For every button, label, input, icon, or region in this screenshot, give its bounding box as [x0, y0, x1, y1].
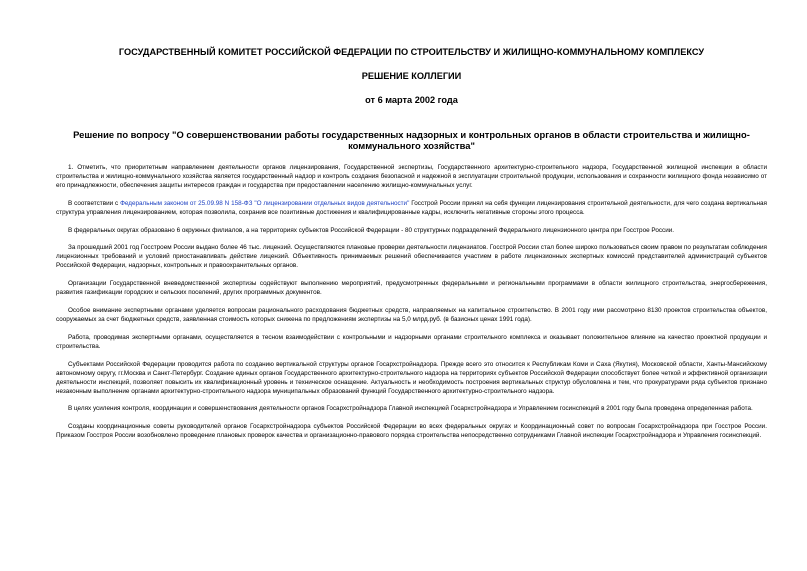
licensing-law-link[interactable]: "О лицензировании отдельных видов деятельности" [252, 199, 410, 207]
paragraph-10: Созданы координационные советы руководителей органов Госархстройнадзора субъектов Российской Федерации во всех федеральных округах и Координационный совет по вопросам Госархстройнадзора при Госстрое России. Приказом Госстроя России возобновлено проведение плановых проверок качества и организационно-правового порядка строительства непосредственно сотрудниками Главной инспекции Госархстройнадзора и Управления госинспекций. [56, 423, 767, 440]
paragraph-7: Работа, проводимая экспертными органами, осуществляется в тесном взаимодействии с контрольными и надзорными органами строительного комплекса и оказывает положительное влияние на качество проектной продукции и строительства. [56, 333, 767, 350]
document-body [56, 163, 767, 440]
organization-header: ГОСУДАРСТВЕННЫЙ КОМИТЕТ РОССИЙСКОЙ ФЕДЕРАЦИИ ПО СТРОИТЕЛЬСТВУ И ЖИЛИЩНО-КОММУНАЛЬНОМУ КОМПЛЕКСУ [118, 47, 705, 57]
paragraph-2-prefix: В соответствии с [68, 199, 121, 207]
paragraph-9: В целях усиления контроля, координации и совершенствования деятельности органов Госархстройнадзора Главной инспекцией Госархстройнадзора и Управлением госинспекций в 2001 году была проведена определенная работа. [68, 405, 753, 413]
paragraph-2 [56, 199, 767, 217]
paragraph-6: Особое внимание экспертными органами уделяется вопросам рационального расходования бюджетных средств, направляемых на капитальное строительство. В 2001 году ими рассмотрено 8130 проектов строительства объектов, сооружаемых за счет бюджетных средств, заявленная стоимость которых снижена по предложениям экспертизы на 5,0 млрд.руб. (в базисных ценах 1991 года). [56, 306, 767, 323]
document-title: Решение по вопросу "О совершенствовании работы государственных надзорных и контрольных органов в области строительства и жилищно-коммунального хозяйства" [73, 129, 750, 151]
paragraph-4: За прошедший 2001 год Госстроем России выдано более 46 тыс. лицензий. Осуществляются плановые проверки деятельности лицензиатов. Госстрой России стал более широко пользоваться своим правом по результатам соблюдения лицензионных требований и условий приостанавливать действие лицензий. Объективность принимаемых решений обеспечивается участием в работе лицензионных экспертных комиссий представителей администраций субъектов Российской Федерации, надзорных, контрольных и правоохранительных органов. [56, 244, 767, 270]
document-date: от 6 марта 2002 года [365, 95, 458, 105]
paragraph-3: В федеральных округах образовано 6 окружных филиалов, а на территориях субъектов Российской Федерации - 80 структурных подразделений Федерального лицензионного центра при Госстрое России. [68, 226, 675, 234]
paragraph-8: Субъектами Российской Федерации проводится работа по созданию вертикальной структуры органов Госархстройнадзора. Прежде всего это относится к Республикам Коми и Саха (Якутия), Московской области, Ханты-Мансийскому автономному округу, гг.Москва и Санкт-Петербург. Создание единых органов Государственного архитектурно-строительного надзора на территориях субъектов Российской Федерации способствует более четкой и эффективной организации деятельности инспекций, позволяет повысить их квалификационный уровень и техническое оснащение. Актуальность и необходимость построения вертикальных структур обусловлена и тем, что прокуратурами ряда субъектов признано незаконным выполнение органами архитектурно-строительного надзора муниципальных образований функций Государственного архитектурно-строительного надзора. [56, 360, 767, 395]
paragraph-5: Организации Государственной вневедомственной экспертизы содействуют выполнению мероприятий, предусмотренных федеральными и региональными программами в области жилищного строительства, энергосбережения, развития газификации городских и сельских поселений, других программных документов. [56, 280, 767, 297]
federal-law-link[interactable]: Федеральным законом от 25.09.98 N 158-ФЗ [120, 199, 253, 207]
paragraph-1: 1. Отметить, что приоритетным направлением деятельности органов лицензирования, Государственной экспертизы, Государственного архитектурно-строительного надзора, Государственной жилищной инспекции в области строительства и жилищно-коммунального хозяйства является государственный надзор и контроль создания безопасной и надежной в эксплуатации строительной продукции, использования и сохранности жилищного фонда независимо от его принадлежности, обеспечения защиты интересов граждан и государства при предоставлении населению жилищно-коммунальных услуг. [56, 164, 767, 189]
document-type: РЕШЕНИЕ КОЛЛЕГИИ [361, 71, 462, 81]
paragraph-2-suffix: Госстрой России принял на себя функции лицензирования строительной деятельности, для чего создана вертикальная структура управления лицензированием, которая позволила, сохранив все позитивные достижения и квалифицированные кадры, исключить негативные стороны этого процесса. [56, 199, 767, 216]
